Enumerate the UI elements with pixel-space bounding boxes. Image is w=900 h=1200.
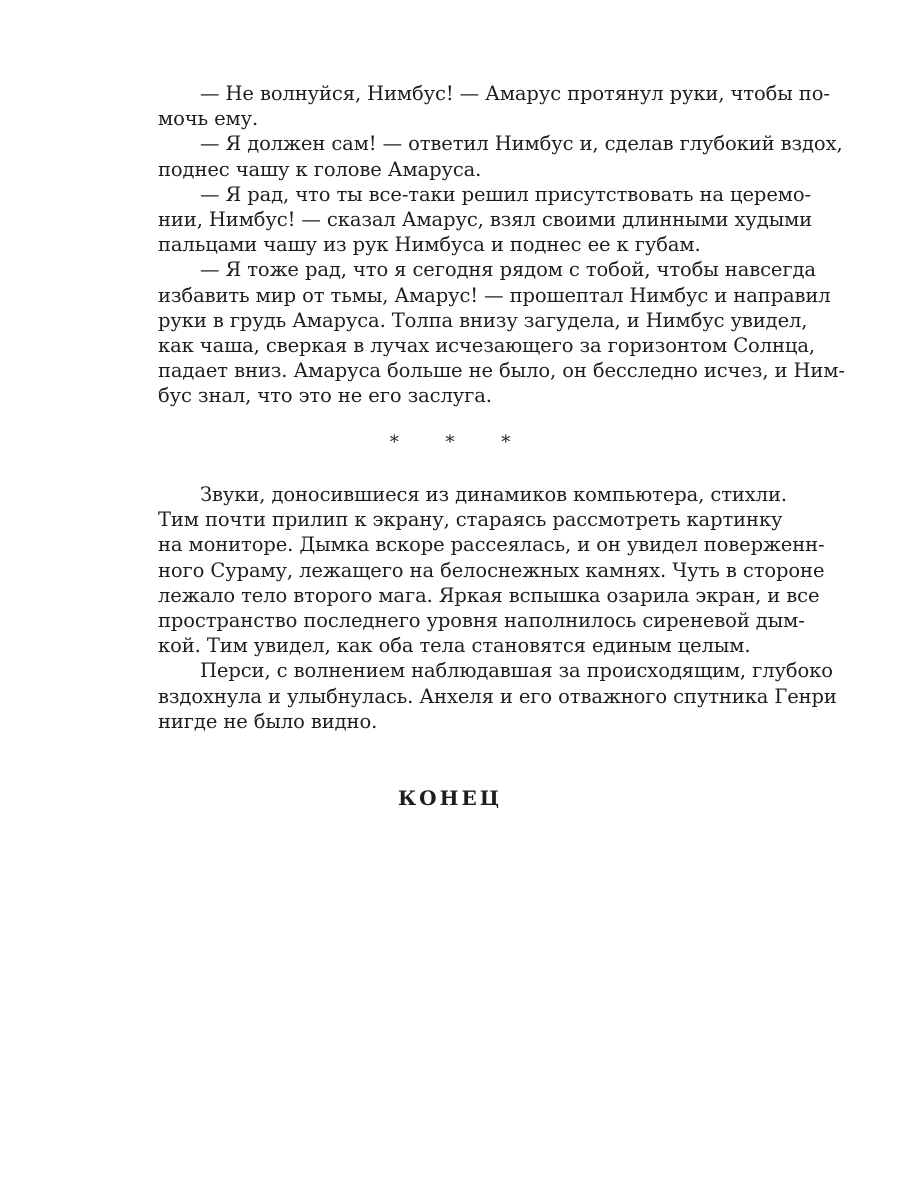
text-line: — Я рад, что ты все-таки решил присутствовать на церемо- [200, 182, 811, 206]
text-line: — Не волнуйся, Нимбус! — Амарус протянул руки, чтобы по- [200, 82, 830, 105]
separator-asterisk: * [445, 432, 455, 453]
text-line: руки в грудь Амаруса. Толпа внизу загудела, и Нимбус увидел, [158, 308, 808, 332]
separator-asterisk: * [501, 432, 511, 453]
text-line: лежало тело второго мага. Яркая вспышка озарила экран, и все [158, 583, 820, 607]
the-end-heading: КОНЕЦ [397, 786, 503, 810]
text-block-bottom [158, 482, 837, 734]
text-line: вздохнула и улыбнулась. Анхеля и его отважного спутника Генри [158, 684, 837, 708]
text-line: бус знал, что это не его заслуга. [158, 384, 492, 408]
text-line: кой. Тим увидел, как оба тела становятся единым целым. [158, 634, 751, 658]
text-line: Звуки, доносившиеся из динамиков компьютера, стихли. [200, 483, 787, 506]
text-line: — Я должен сам! — ответил Нимбус и, сделав глубокий вздох, [200, 132, 843, 156]
text-line: мочь ему. [158, 107, 259, 131]
text-line: нигде не было видно. [158, 709, 378, 733]
text-line: нии, Нимбус! — сказал Амарус, взял своими длинными худыми [158, 207, 813, 231]
separator-asterisk: * [389, 432, 399, 453]
text-line: падает вниз. Амаруса больше не было, он бесследно исчез, и Ним- [158, 359, 845, 383]
text-line: на мониторе. Дымка вскоре рассеялась, и он увидел поверженн- [158, 533, 825, 557]
text-line: — Я тоже рад, что я сегодня рядом с тобой, чтобы навсегда [200, 258, 816, 282]
text-line: пространство последнего уровня наполнилось сиреневой дым- [158, 608, 805, 632]
text-line: пальцами чашу из рук Нимбуса и поднес ее к губам. [158, 233, 701, 257]
section-separator [0, 432, 900, 453]
text-line: избавить мир от тьмы, Амарус! — прошептал Нимбус и направил [158, 283, 831, 307]
text-block-top [158, 81, 845, 408]
text-line: ного Сураму, лежащего на белоснежных камнях. Чуть в стороне [158, 558, 825, 582]
text-line: как чаша, сверкая в лучах исчезающего за горизонтом Солнца, [158, 333, 815, 357]
text-line: Тим почти прилип к экрану, стараясь рассмотреть картинку [158, 508, 783, 532]
text-line: Перси, с волнением наблюдавшая за происходящим, глубоко [200, 659, 833, 683]
text-line: поднес чашу к голове Амаруса. [158, 157, 482, 181]
